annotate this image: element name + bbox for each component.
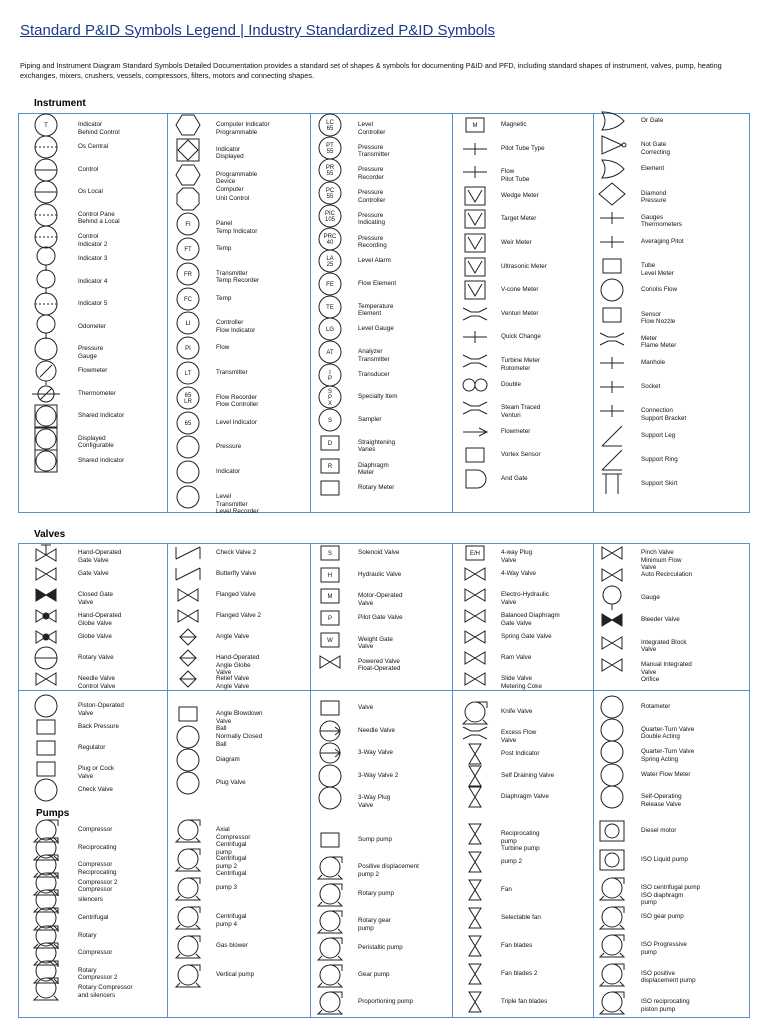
valves-col3-label: Pilot Gate Valve (358, 614, 403, 622)
instrument-col2-label: Level Indicator (216, 418, 257, 426)
instrument-col3-label: Rotary Meter (358, 484, 395, 492)
svg-text:P: P (327, 375, 333, 382)
pumps-col3-label: Peristaltic pump (358, 944, 403, 951)
svg-text:TE: TE (326, 304, 334, 311)
instrument-col1-label: Indicator Behind Control (78, 121, 120, 136)
misc-col4-label: Excess Flow Valve (501, 729, 537, 744)
instrument-col4-label: V-cone Meter (501, 286, 539, 294)
svg-text:PT: PT (326, 142, 334, 149)
pumps-col5-label: ISO centrifugal pump ISO diaphragm pump (641, 884, 701, 906)
instrument-col3-label: Temperature Element (358, 302, 394, 318)
pumps-col5-symbol (592, 873, 632, 903)
valves-col1-label: Gate Valve (78, 570, 109, 577)
valves-col5-label: Bleeder Valve (641, 616, 680, 624)
svg-text:55: 55 (326, 171, 334, 178)
pumps-col4-symbol (455, 819, 495, 849)
misc-col3-symbol (310, 783, 350, 813)
svg-text:S: S (327, 418, 333, 425)
valves-col5-label: Manual Integrated Valve Orifice (641, 661, 692, 683)
instrument-col3-label: Analyzer Transmitter (358, 348, 390, 363)
misc-col4-label: Diaphragm Valve (501, 792, 549, 800)
instrument-col5-label: Support Leg (641, 431, 676, 439)
pumps-col4-symbol (455, 903, 495, 933)
misc-col3-label: 3-Way Valve (358, 749, 393, 756)
valves-col1-label: Hand-Operated Globe Valve (78, 612, 122, 627)
misc-col1-label: Check Valve (78, 786, 113, 793)
pumps-col2-label: Centrifugal pump 4 (216, 913, 247, 928)
instrument-col2-label: Indicator (216, 468, 241, 476)
instrument-col5-label: Gauges Thermometers (641, 213, 682, 229)
misc-col5-label: Water Flow Meter (641, 770, 691, 778)
pumps-col1-label: Compressor Reciprocating (78, 861, 117, 876)
misc-col3-label: Valve (358, 704, 374, 711)
valves-col1-label: Hand-Operated Gate Valve (78, 549, 122, 564)
svg-text:PRC: PRC (323, 233, 337, 240)
svg-text:40: 40 (326, 239, 334, 246)
valves-col4-label: Slide Valve Metering Coke (501, 675, 542, 690)
instrument-col1-label: Control Indicator 2 (78, 233, 108, 248)
page-title: Standard P&ID Symbols Legend | Industry Standardized P&ID Symbols (20, 22, 495, 39)
pumps-col1-label: Rotary Compressor and silencers (78, 984, 133, 999)
pumps-col3-label: Proportioning pump (358, 998, 413, 1005)
instrument-col5-label: Tube Level Meter (641, 262, 674, 277)
valves-col1-symbol (26, 664, 66, 694)
svg-text:I: I (329, 369, 331, 376)
pumps-col2-label: pump 3 (216, 884, 238, 891)
pumps-col2-label: Vertical pump (216, 971, 255, 978)
instrument-col4-label: Target Meter (501, 215, 537, 223)
pumps-col4-label: Triple fan blades (501, 998, 548, 1005)
pumps-col4-label: Fan (501, 886, 512, 893)
valves-col1-label: Rotary Valve (78, 654, 114, 661)
svg-text:T: T (44, 123, 48, 129)
instrument-col2-label: Transmitter Temp Recorder (216, 269, 260, 285)
svg-text:PIC: PIC (324, 210, 336, 217)
pumps-col3-symbol (310, 987, 350, 1017)
instrument-col5-label: Coriolis Flow (641, 286, 678, 294)
instrument-col5-label: Support Skirt (641, 480, 678, 487)
valves-col3-label: Weight Gate Valve (358, 635, 393, 651)
misc-col1-label: Plug or Cock Valve (78, 765, 115, 780)
instrument-col1-label: Pressure Gauge (78, 345, 104, 360)
svg-text:P: P (327, 616, 333, 623)
svg-text:PC: PC (325, 188, 335, 195)
instrument-col2-label: Pressure (216, 443, 242, 451)
instrument-col5-label: Connection Support Bracket (641, 407, 687, 422)
misc-col3-label: Needle Valve (358, 726, 395, 734)
instrument-col3-label: Pressure Transmitter (358, 143, 390, 159)
svg-text:X: X (327, 401, 333, 408)
instrument-col2-label: Unit Control (216, 195, 250, 203)
valves-col2-label: Relief Valve Angle Valve (216, 675, 250, 690)
pumps-col5-symbol (592, 930, 632, 960)
svg-text:FT: FT (184, 247, 192, 253)
pumps-col2-symbol (168, 931, 208, 961)
pumps-col2-symbol (168, 844, 208, 874)
misc-col4-label: Post Indicator (501, 750, 540, 758)
instrument-col2-label: Panel Temp Indicator (216, 220, 258, 235)
instrument-col1-label: Thermometer (78, 389, 116, 397)
svg-text:W: W (327, 637, 333, 644)
svg-text:E/H: E/H (469, 551, 481, 557)
svg-text:R: R (327, 463, 333, 470)
instrument-col4-label: Flow Pitot Tube (501, 168, 530, 183)
svg-text:M: M (472, 123, 478, 129)
valves-col4-label: 4-Way Valve (501, 570, 536, 577)
instrument-col2-label: Indicator Displayed (216, 145, 244, 161)
section-instrument-heading: Instrument (34, 98, 86, 109)
svg-text:S: S (327, 551, 333, 557)
instrument-col4-label: Vortex Sensor (501, 451, 541, 459)
valves-col2-label: Flanged Valve 2 (216, 612, 262, 619)
misc-col3-label: 3-Way Plug Valve (358, 794, 391, 809)
pumps-col3-label: Rotary gear pump (358, 917, 391, 932)
instrument-col5-label: Support Ring (641, 455, 678, 463)
pumps-col4-symbol (455, 959, 495, 989)
valves-col3-label: Powered Valve Float-Operated (358, 657, 401, 672)
instrument-col5-label: Meter Flame Meter (641, 334, 677, 350)
pumps-col5-label: Diesel motor (641, 827, 677, 834)
instrument-col1-label: Odometer (78, 322, 106, 330)
instrument-col5-label: Averaging Pitot (641, 238, 684, 245)
pumps-col3-symbol (310, 960, 350, 990)
pumps-col5-label: ISO reciprocating piston pump (641, 998, 690, 1013)
misc-col4-symbol (455, 782, 495, 812)
instrument-col3-label: Pressure Recorder (358, 166, 384, 181)
instrument-col4-label: Venturi Meter (501, 309, 539, 317)
svg-text:105: 105 (324, 216, 336, 223)
instrument-col4-label: Weir Meter (501, 239, 532, 246)
pumps-col4-symbol (455, 931, 495, 961)
pumps-col2-label: Axial Compressor Centrifugal pump (216, 826, 251, 856)
instrument-col5-label: Element (641, 165, 665, 173)
svg-text:PI: PI (185, 346, 191, 353)
pumps-col3-label: Gear pump (358, 971, 390, 978)
section-pumps-heading: Pumps (36, 808, 70, 819)
valves-col4-label: Balanced Diaphragm Gate Valve (501, 612, 560, 627)
instrument-col2-label: Temp (216, 245, 232, 252)
misc-col4-label: Knife Valve (501, 708, 533, 715)
svg-text:M: M (327, 594, 333, 601)
instrument-col4-label: Double (501, 380, 521, 388)
pumps-col5-symbol (592, 959, 632, 989)
valves-col3-label: Motor-Operated Valve (358, 592, 403, 607)
svg-text:S: S (327, 389, 333, 396)
instrument-col1-label: Shared Indicator (78, 412, 125, 420)
pumps-col1-label: Compressor 2 Compressor (78, 878, 118, 894)
svg-text:65: 65 (326, 126, 334, 132)
valves-col5-label: Integrated Block Valve (641, 638, 687, 654)
svg-text:LI: LI (185, 321, 191, 328)
pumps-col3-symbol (310, 852, 350, 882)
instrument-col4-label: Ultrasonic Meter (501, 262, 547, 270)
svg-text:55: 55 (326, 194, 334, 201)
misc-col1-label: Piston-Operated Valve (78, 702, 124, 717)
instrument-col5-label: Not Gate Correcting (641, 141, 671, 156)
svg-text:65: 65 (184, 420, 192, 427)
instrument-col2-label: Level Transmitter Level Recorder (216, 493, 259, 515)
svg-text:65: 65 (184, 392, 192, 399)
pumps-col4-label: pump 2 (501, 858, 523, 865)
instrument-col3-label: Transducer (358, 370, 390, 378)
valves-col1-label: Closed Gate Valve (78, 591, 114, 606)
instrument-col2-label: Computer Indicator Programmable (216, 121, 270, 136)
misc-col1-label: Back Pressure (78, 723, 119, 730)
instrument-col5-label: Diamond Pressure (641, 189, 667, 205)
misc-col5-label: Rotameter (641, 703, 671, 710)
instrument-col3-label: Straightening Vanes (358, 438, 396, 454)
section-valves-heading: Valves (34, 529, 66, 540)
pumps-col1-symbol (26, 973, 66, 1003)
svg-text:LA: LA (326, 256, 334, 263)
instrument-col3-label: Diaphragm Meter (358, 461, 389, 476)
instrument-col1-label: Os Central (78, 143, 109, 151)
svg-text:LG: LG (325, 327, 335, 334)
instrument-col3-label: Level Gauge (358, 325, 394, 333)
valves-col2-symbol (168, 664, 208, 694)
pumps-col5-label: ISO Progressive pump (641, 941, 687, 956)
pumps-col4-label: Selectable fan (501, 914, 541, 921)
pumps-col2-symbol (168, 960, 208, 990)
misc-col2-label: Angle Blowdown Valve Ball (216, 710, 263, 732)
misc-col5-label: Quarter-Turn Valve Double Acting (641, 725, 695, 740)
valves-col2-label: Check Valve 2 (216, 549, 257, 556)
misc-col2-symbol (168, 768, 208, 798)
instrument-col4-label: Pitot Tube Type (501, 144, 545, 152)
instrument-col3-symbol (310, 473, 350, 503)
instrument-col3-label: Pressure Indicating (358, 211, 385, 227)
instrument-col4-label: Magnetic (501, 121, 527, 128)
instrument-col3-label: Specialty Item (358, 393, 398, 401)
instrument-col4-label: Quick Change (501, 333, 541, 341)
pumps-col4-symbol (455, 987, 495, 1017)
instrument-col3-label: Pressure Controller (358, 189, 386, 204)
instrument-col1-label: Control Pane Behind a Local (78, 210, 120, 226)
pumps-col2-symbol (168, 902, 208, 932)
misc-col3-label: 3-Way Valve 2 (358, 771, 399, 779)
svg-text:P: P (327, 395, 333, 402)
pumps-col1-label: silencers (78, 896, 103, 904)
instrument-col1-label: Indicator 3 (78, 255, 108, 263)
intro-paragraph: Piping and Instrument Diagram Standard Symbols Detailed Documentation provides a standard set of shapes & symbols for documenting P&ID and PFD, including standard shapes of instrument, valves, pump, heating exchanges, mixers, crushers, vessels, compressors, filters, motors and connecting shapes. (20, 61, 722, 80)
valves-col4-label: Electro-Hydraulic Valve (501, 591, 549, 606)
valves-col3-symbol (310, 647, 350, 677)
svg-text:LC: LC (326, 120, 334, 126)
misc-col5-label: Quarter-Turn Valve Spring Acting (641, 748, 695, 763)
instrument-col2-symbol (168, 482, 208, 512)
pumps-col5-symbol (592, 987, 632, 1017)
pumps-col3-symbol (310, 906, 350, 936)
instrument-col1-label: Displayed Configurable (78, 434, 114, 450)
instrument-col3-label: Level Controller (358, 121, 386, 136)
valves-col2-label: Hand-Operated Angle Globe Valve (216, 654, 260, 676)
instrument-col2-label: Transmitter (216, 369, 248, 376)
instrument-col4-label: Wedge Meter (501, 191, 539, 199)
svg-text:PR: PR (325, 165, 335, 172)
instrument-col1-label: Indicator 5 (78, 300, 108, 308)
pumps-col5-symbol (592, 902, 632, 932)
instrument-col1-label: Control (78, 165, 99, 173)
instrument-col3-label: Level Alarm (358, 257, 391, 265)
pumps-col5-symbol (592, 845, 632, 875)
instrument-col1-label: Flowmeter (78, 367, 108, 375)
instrument-col4-symbol (455, 464, 495, 494)
instrument-col2-label: Flow Recorder Flow Controller (216, 393, 259, 409)
svg-text:H: H (327, 572, 333, 579)
instrument-col5-label: Or Gate (641, 117, 664, 124)
valves-col4-label: Ram Valve (501, 654, 532, 661)
svg-text:25: 25 (326, 262, 334, 269)
pumps-col3-label: Rotary pump (358, 890, 395, 897)
instrument-col1-label: Os Local (78, 188, 103, 196)
svg-text:FI: FI (185, 222, 191, 229)
valves-col1-label: Globe Valve (78, 633, 112, 640)
instrument-col5-label: Sensor Flow Nozzle (641, 310, 676, 326)
pumps-col1-label: Rotary Compressor 2 (78, 966, 118, 982)
instrument-col3-label: Pressure Recording (358, 234, 387, 249)
misc-col1-label: Regulator (78, 744, 106, 751)
valves-col1-label: Needle Valve Control Valve (78, 675, 116, 690)
pumps-col1-label: Centrifugal (78, 914, 109, 921)
instrument-col2-label: Controller Flow Indicator (216, 319, 256, 334)
valves-col2-label: Butterfly Valve (216, 570, 257, 577)
valves-col5-label: Gauge (641, 593, 660, 601)
svg-text:LT: LT (184, 371, 192, 377)
misc-col2-label: Normally Closed Ball (216, 733, 263, 748)
pumps-col2-symbol (168, 873, 208, 903)
pumps-col5-label: ISO gear pump (641, 912, 684, 920)
svg-text:55: 55 (326, 148, 334, 155)
instrument-col1-symbol (26, 446, 66, 476)
valves-col5-label: Pinch Valve Minimum Flow Valve (641, 549, 682, 571)
pumps-col1-label: Compressor (78, 826, 113, 833)
instrument-col4-label: Turbine Meter Rotometer (501, 357, 540, 372)
pumps-col3-symbol (310, 879, 350, 909)
pumps-col3-symbol (310, 933, 350, 963)
svg-text:FR: FR (184, 271, 192, 278)
pumps-col4-symbol (455, 875, 495, 905)
misc-col4-label: Self Draining Valve (501, 771, 555, 779)
pumps-col5-symbol (592, 816, 632, 846)
pumps-col1-label: Compressor (78, 949, 113, 957)
svg-text:D: D (327, 440, 333, 447)
instrument-col3-label: Sampler (358, 416, 382, 424)
valves-col4-label: Spring Gate Valve (501, 633, 552, 640)
pumps-col2-label: Gas blower (216, 942, 248, 949)
svg-text:FC: FC (184, 296, 192, 303)
pumps-col3-label: Sump pump (358, 836, 392, 843)
pumps-col1-label: Reciprocating (78, 843, 117, 851)
misc-col1-symbol (26, 775, 66, 805)
svg-text:AT: AT (326, 350, 334, 356)
instrument-col1-label: Indicator 4 (78, 277, 108, 285)
pumps-col5-label: ISO positive displacement pump (641, 969, 696, 984)
pumps-col4-symbol (455, 847, 495, 877)
valves-col5-symbol (592, 650, 632, 680)
instrument-col2-label: Flow (216, 344, 230, 352)
misc-separator (18, 690, 750, 691)
instrument-col1-label: Shared Indicator (78, 457, 125, 464)
instrument-col4-label: And Gate (501, 475, 528, 482)
pumps-col2-label: Centrifugal pump 2 Centrifugal (216, 855, 247, 877)
valves-col3-label: Hydraulic Valve (358, 570, 402, 578)
instrument-col5-label: Socket (641, 383, 661, 391)
misc-col2-label: Plug Valve (216, 779, 246, 786)
instrument-col2-label: Programmable Device Computer (216, 170, 258, 193)
pumps-col5-label: ISO Liquid pump (641, 855, 688, 863)
instrument-col5-label: Manhole (641, 359, 666, 366)
instrument-col4-label: Flowmeter (501, 427, 531, 435)
instrument-col3-label: Flow Element (358, 279, 397, 287)
pumps-col3-label: Positive displacement pump 2 (358, 863, 419, 878)
pumps-col4-label: Fan blades 2 (501, 970, 538, 977)
svg-text:FE: FE (326, 281, 334, 288)
valves-col4-symbol (455, 664, 495, 694)
valves-col3-label: Solenoid Valve (358, 549, 400, 556)
pumps-col1-label: Rotary (78, 931, 97, 939)
valves-col4-label: 4-way Plug Valve (501, 549, 533, 564)
misc-col2-label: Diagram (216, 756, 240, 763)
valves-col2-label: Angle Valve (216, 633, 250, 640)
misc-col5-symbol (592, 782, 632, 812)
instrument-col5-symbol (592, 469, 632, 499)
pumps-col3-symbol (310, 825, 350, 855)
valves-col5-label: Auto Recirculation (641, 571, 693, 579)
pumps-col4-label: Reciprocating pump Turbine pump (501, 830, 540, 852)
svg-text:LR: LR (184, 398, 192, 405)
pumps-col4-label: Fan blades (501, 942, 533, 949)
pumps-col2-symbol (168, 815, 208, 845)
valves-col2-label: Flanged Valve (216, 591, 256, 598)
misc-col5-label: Self-Operating Release Valve (641, 793, 682, 808)
instrument-col4-label: Steam Traced Venturi (501, 404, 541, 419)
instrument-col2-label: Temp (216, 294, 232, 302)
